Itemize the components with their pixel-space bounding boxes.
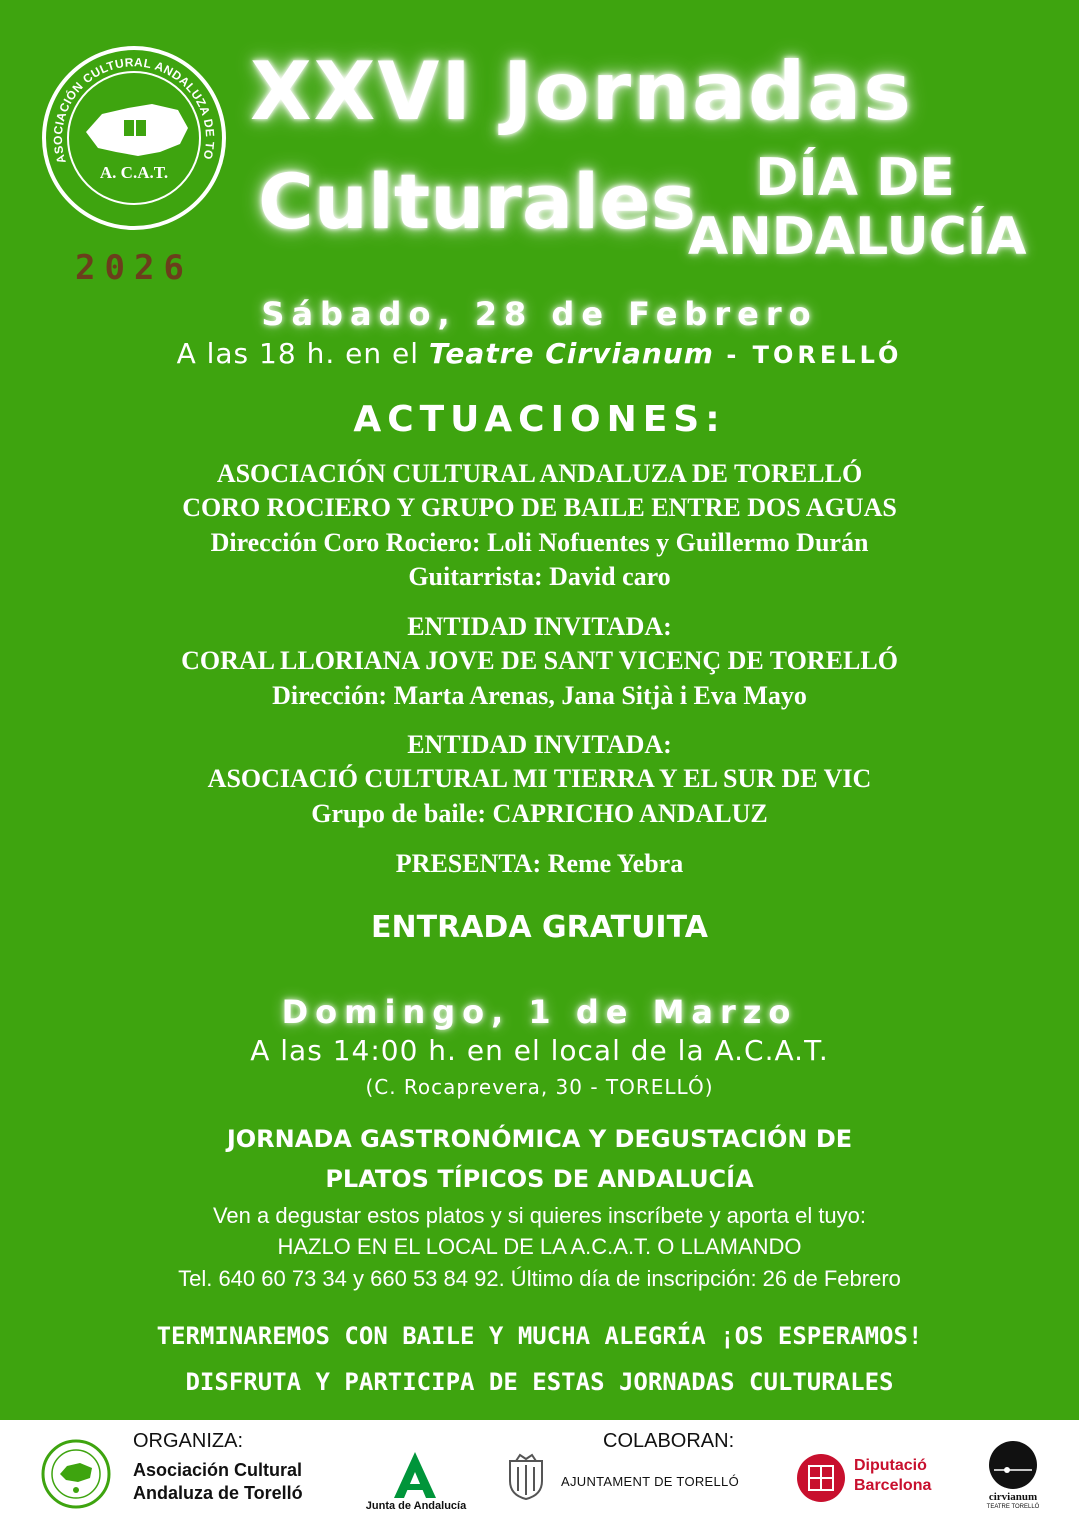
org-name-line2: Andaluza de Torelló (133, 1483, 303, 1503)
organiza-label: ORGANIZA: (133, 1430, 244, 1452)
acat-small-logo-icon (40, 1438, 112, 1510)
junta-label: Junta de Andalucía (365, 1500, 467, 1512)
logo-arc-text: ASOCIACIÓN CULTURAL ANDALUZA DE TO (50, 55, 218, 166)
sunday-info-line2: HAZLO EN EL LOCAL DE LA A.C.A.T. O LLAMANDO (277, 1234, 802, 1259)
saturday-date: Sábado, 28 de Febrero (261, 295, 818, 333)
cirvianum-logo-icon (988, 1440, 1038, 1490)
title-line1: XXVI Jornadas (250, 45, 913, 138)
closing-line2: DISFRUTA Y PARTICIPA DE ESTAS JORNADAS CULTURALES (185, 1368, 894, 1396)
group1-line3: Dirección Coro Rociero: Loli Nofuentes y Guillermo Durán (210, 528, 869, 557)
guest1-name: CORAL LLORIANA JOVE DE SANT VICENÇ DE TORELLÓ (181, 646, 898, 675)
sunday-time: A las 14:00 h. en el local de la A.C.A.T. (250, 1034, 829, 1067)
cirvianum-line2: TEATRE TORELLÓ (986, 1504, 1040, 1510)
logo-initials: A. C.A.T. (99, 163, 169, 182)
saturday-time-line (0, 334, 1079, 375)
sunday-date: Domingo, 1 de Marzo (281, 993, 798, 1031)
presenter: PRESENTA: Reme Yebra (395, 849, 684, 878)
cirvianum-line1: cirvianum (988, 1491, 1038, 1503)
sunday-event-line2: PLATOS TÍPICOS DE ANDALUCÍA (325, 1165, 754, 1193)
sunday-address: (C. Rocaprevera, 30 - TORELLÓ) (365, 1075, 714, 1099)
saturday-town: - TORELLÓ (713, 341, 903, 369)
colaboran-label: COLABORAN: (603, 1430, 735, 1452)
junta-andalucia-icon (392, 1450, 438, 1500)
guest1-direction: Dirección: Marta Arenas, Jana Sitjà i Eva Mayo (272, 681, 807, 710)
diputacio-line2: Barcelona (854, 1477, 932, 1494)
acat-logo (40, 44, 228, 232)
sunday-info-line3: Tel. 640 60 73 34 y 660 53 84 92. Último día de inscripción: 26 de Febrero (178, 1266, 901, 1291)
guest2-name: ASOCIACIÓ CULTURAL MI TIERRA Y EL SUR DE VIC (207, 764, 872, 793)
dia-de-label: DÍA DE (755, 148, 955, 208)
sunday-event-line1: JORNADA GASTRONÓMICA Y DEGUSTACIÓN DE (226, 1125, 853, 1153)
group1-line2: CORO ROCIERO Y GRUPO DE BAILE ENTRE DOS AGUAS (182, 493, 897, 522)
sunday-info-line1: Ven a degustar estos platos y si quieres inscríbete y aporta el tuyo: (212, 1203, 867, 1228)
logo-year: 2026 (75, 248, 193, 288)
closing-line1: TERMINAREMOS CON BAILE Y MUCHA ALEGRÍA ¡OS ESPERAMOS! (156, 1322, 923, 1350)
saturday-time-prefix: A las 18 h. en el (176, 337, 429, 370)
group1-line4: Guitarrista: David caro (408, 562, 671, 591)
org-name-line1: Asociación Cultural (133, 1460, 303, 1480)
guest2-label: ENTIDAD INVITADA: (407, 730, 672, 759)
acat-logo-emblem (40, 44, 228, 232)
actuaciones-heading: ACTUACIONES: (353, 399, 726, 440)
title-line2: Culturales (258, 157, 696, 246)
torello-coat-of-arms-icon (506, 1453, 546, 1501)
diputacio-barcelona-icon (796, 1453, 846, 1503)
andalucia-label: ANDALUCÍA (688, 207, 1027, 267)
sponsors-footer (0, 1420, 1079, 1537)
diputacio-line1: Diputació (854, 1457, 927, 1474)
free-entry: ENTRADA GRATUITA (371, 910, 708, 945)
guest1-label: ENTIDAD INVITADA: (407, 612, 672, 641)
saturday-venue: Teatre Cirvianum (428, 337, 714, 370)
ajuntament-label: AJUNTAMENT DE TORELLÓ (561, 1474, 739, 1489)
group1-line1: ASOCIACIÓN CULTURAL ANDALUZA DE TORELLÓ (216, 459, 863, 488)
guest2-group: Grupo de baile: CAPRICHO ANDALUZ (311, 799, 768, 828)
